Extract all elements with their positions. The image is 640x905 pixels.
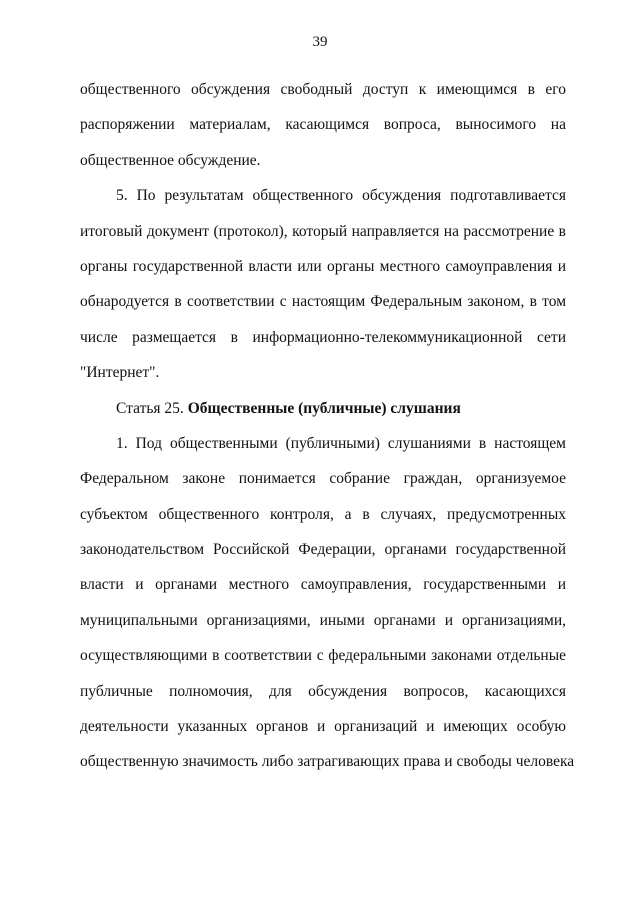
text-line: власти и органами местного самоуправления, государственными и bbox=[80, 576, 566, 594]
article-heading bbox=[80, 391, 566, 426]
article-paragraph-1 bbox=[80, 426, 575, 780]
text-line: числе размещается в информационно-телекоммуникационной сети bbox=[80, 328, 566, 346]
text-line: итоговый документ (протокол), который направляется на рассмотрение в bbox=[80, 222, 566, 240]
text-line: "Интернет". bbox=[80, 364, 160, 382]
text-line: осуществляющими в соответствии с федеральными законами отдельные bbox=[80, 647, 566, 665]
text-line: деятельности указанных органов и организаций и имеющих особую bbox=[80, 718, 566, 736]
document-body bbox=[80, 72, 575, 780]
text-line: 5. По результатам общественного обсуждения подготавливается bbox=[116, 187, 566, 205]
text-line: 1. Под общественными (публичными) слушаниями в настоящем bbox=[116, 434, 566, 452]
article-prefix: Статья 25. bbox=[116, 399, 188, 417]
text-line: распоряжении материалам, касающимся вопроса, выносимого на bbox=[80, 116, 566, 134]
text-line: субъектом общественного контроля, а в случаях, предусмотренных bbox=[80, 505, 566, 523]
paragraph-continuation bbox=[80, 72, 566, 178]
text-line: общественное обсуждение. bbox=[80, 151, 261, 169]
text-line: законодательством Российской Федерации, органами государственной bbox=[80, 541, 566, 559]
text-line: муниципальными организациями, иными органами и организациями, bbox=[80, 611, 566, 629]
text-line: публичные полномочия, для обсуждения вопросов, касающихся bbox=[80, 682, 566, 700]
article-title: Общественные (публичные) слушания bbox=[187, 399, 461, 417]
text-line: Федеральном законе понимается собрание граждан, организуемое bbox=[80, 470, 566, 488]
text-line: общественного обсуждения свободный доступ к имеющимся в его bbox=[80, 81, 566, 98]
text-line: обнародуется в соответствии с настоящим Федеральным законом, в том bbox=[80, 293, 566, 311]
text-line: органы государственной власти или органы местного самоуправления и bbox=[80, 257, 566, 275]
paragraph-item-5 bbox=[80, 178, 566, 390]
text-line: общественную значимость либо затрагивающих права и свободы человека bbox=[80, 753, 575, 771]
page-number: 39 bbox=[312, 34, 328, 50]
